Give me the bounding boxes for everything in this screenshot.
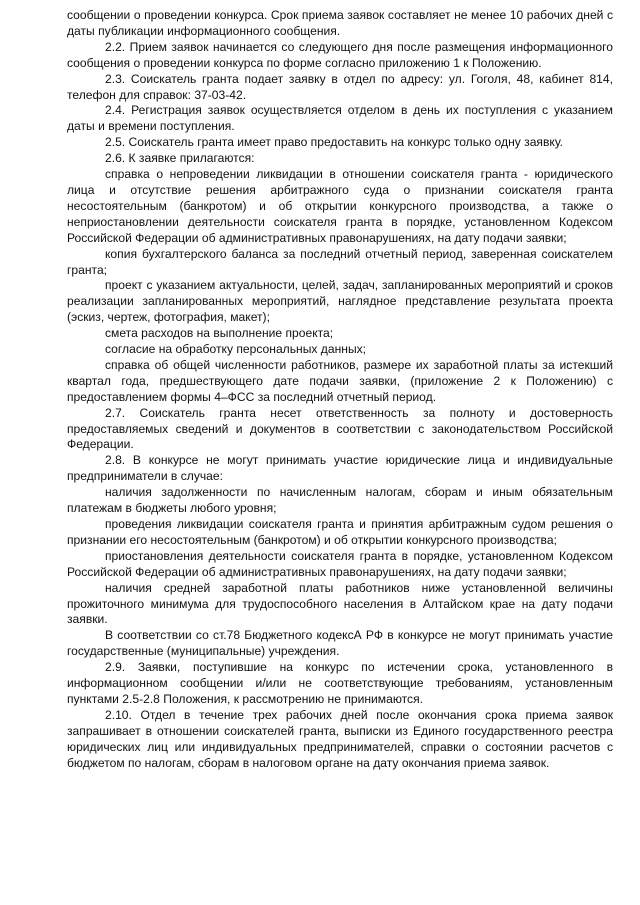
- document-page: [67, 8, 613, 772]
- list-item-tax-debt: наличия задолженности по начисленным налогам, сборам и иным обязательным платежам в бюджеты любого уровня;: [67, 485, 613, 516]
- list-item-balance-copy: копия бухгалтерского баланса за последний отчетный период, заверенная соискателем гранта;: [67, 246, 613, 277]
- paragraph-continuation: сообщении о проведении конкурса. Срок приема заявок составляет не менее 10 рабочих дней с даты публикации информационного сообщения.: [67, 8, 613, 38]
- list-item-estimate: смета расходов на выполнение проекта;: [105, 326, 334, 341]
- paragraph-2-7: 2.7. Соискатель гранта несет ответственность за полноту и достоверность предоставляемых сведений и документов в соответствии с законодательством Российской Федерации.: [67, 405, 613, 452]
- list-item-suspension: приостановления деятельности соискателя гранта в порядке, установленном Кодексом Российской Федерации об административных правонарушениях, на дату подачи заявки;: [67, 548, 613, 579]
- list-item-employees-certificate: справка об общей численности работников, размере их заработной платы за истекший квартал года, предшествующего дате подачи заявки, (приложение 2 к Положению) с предоставлением формы 4–ФСС за последний отчетный период.: [67, 357, 613, 404]
- list-item-consent: согласие на обработку персональных данных;: [105, 342, 367, 357]
- paragraph-2-2: 2.2. Прием заявок начинается со следующего дня после размещения информационного сообщения о проведении конкурса по форме согласно приложению 1 к Положению.: [67, 39, 613, 70]
- list-item-liquidation: проведения ликвидации соискателя гранта и принятия арбитражным судом решения о признании его несостоятельным (банкротом) и об открытии конкурсного производства;: [67, 517, 613, 547]
- paragraph-2-5: 2.5. Соискатель гранта имеет право предоставить на конкурс только одну заявку.: [105, 135, 564, 150]
- list-item-project: проект с указанием актуальности, целей, задач, запланированных мероприятий и сроков реализации запланированных мероприятий, наглядное представление результата проекта (эскиз, чертеж, фотография, макет);: [67, 278, 613, 325]
- paragraph-budget-code: В соответствии со ст.78 Бюджетного кодексА РФ в конкурсе не могут принимать участие государственные (муниципальные) учреждения.: [67, 628, 613, 659]
- paragraph-2-8: 2.8. В конкурсе не могут принимать участие юридические лица и индивидуальные предприниматели в случае:: [67, 453, 613, 484]
- paragraph-2-9: 2.9. Заявки, поступившие на конкурс по истечении срока, установленного в информационном сообщении и/или не соответствующие требованиям, установленным пунктами 2.5-2.8 Положения, к рассмотрению не принимаются.: [67, 660, 613, 706]
- paragraph-2-10: 2.10. Отдел в течение трех рабочих дней после окончания срока приема заявок запрашивает в отношении соискателей гранта, выписки из Единого государственного реестра юридических лиц или индивидуальных предпринимателей, справки о состоянии расчетов с бюджетом по налогам, сборам в налоговом органе на дату окончания приема заявок.: [67, 707, 613, 770]
- paragraph-2-6: 2.6. К заявке прилагаются:: [105, 151, 255, 166]
- list-item-liquidation-certificate: справка о непроведении ликвидации в отношении соискателя гранта - юридического лица и отсутствие решения арбитражного суда о признании соискателя гранта несостоятельным (банкротом) и об открытии конкурсного производства, а также о неприостановлении деятельности соискателя гранта в порядке, установленном Кодексом Российской Федерации об административных правонарушениях, на дату подачи заявки;: [67, 167, 613, 245]
- paragraph-2-3: 2.3. Соискатель гранта подает заявку в отдел по адресу: ул. Гоголя, 48, кабинет 814, телефон для справок: 37-03-42.: [67, 71, 613, 102]
- list-item-low-wages: наличия средней заработной платы работников ниже установленной величины прожиточного минимума для трудоспособного населения в Алтайском крае на дату подачи заявки.: [67, 580, 613, 627]
- paragraph-2-4: 2.4. Регистрация заявок осуществляется отделом в день их поступления с указанием даты и времени поступления.: [67, 103, 613, 134]
